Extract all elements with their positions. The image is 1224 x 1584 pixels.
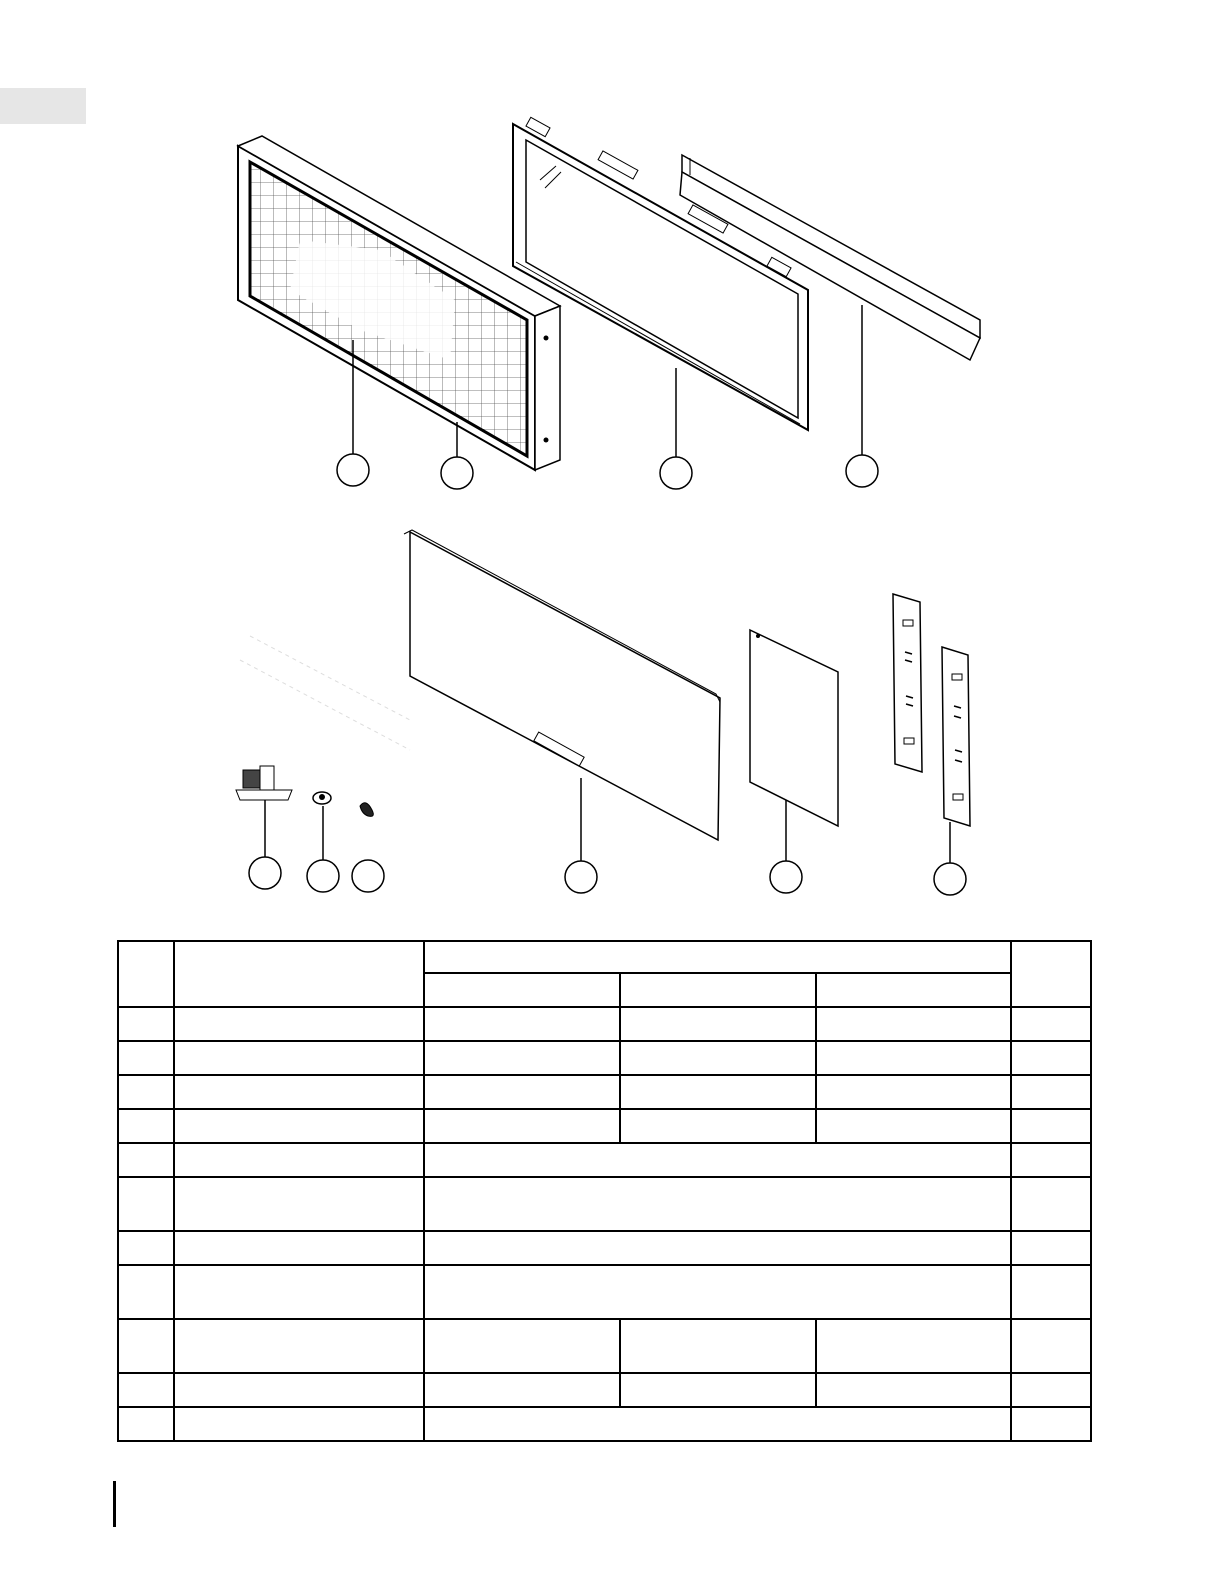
cell-last [1011,1407,1091,1441]
table-header-row [118,941,1091,973]
cell-desc [174,1177,424,1231]
cell-c3 [816,1075,1011,1109]
back-panel-part [240,530,720,840]
header-sub-1 [424,973,620,1007]
cell-no [118,1109,174,1143]
table-row [118,1265,1091,1319]
cell-last [1011,1265,1091,1319]
cell-last [1011,1143,1091,1177]
callout-6 [307,860,339,892]
spring-clip-part [360,803,373,817]
callout-7 [352,860,384,892]
cell-c2 [620,1319,816,1373]
cell-merged [424,1143,1011,1177]
table-row [118,1407,1091,1441]
cell-merged [424,1231,1011,1265]
callout-5 [249,857,281,889]
table-row [118,1177,1091,1231]
cell-merged [424,1407,1011,1441]
callout-10 [934,863,966,895]
callout-4 [846,455,878,487]
cell-c1 [424,1319,620,1373]
cell-c3 [816,1373,1011,1407]
cell-c2 [620,1041,816,1075]
header-sub-2 [620,973,816,1007]
side-brackets-part [893,594,970,826]
cell-no [118,1041,174,1075]
screen-frame-part [238,136,560,470]
cell-desc [174,1109,424,1143]
cell-c3 [816,1109,1011,1143]
cell-no [118,1319,174,1373]
cell-last [1011,1319,1091,1373]
table-row [118,1231,1091,1265]
side-panel-part [750,630,838,826]
cell-last [1011,1177,1091,1231]
cell-desc [174,1407,424,1441]
parts-table [117,940,1092,1442]
cell-desc [174,1265,424,1319]
cell-c1 [424,1109,620,1143]
cell-merged [424,1177,1011,1231]
header-group [424,941,1011,973]
callout-1 [337,454,369,486]
table-row [118,1041,1091,1075]
cell-c1 [424,1075,620,1109]
callout-2 [441,457,473,489]
cell-desc [174,1373,424,1407]
cell-no [118,1177,174,1231]
cell-desc [174,1041,424,1075]
cell-c2 [620,1007,816,1041]
cell-c2 [620,1373,816,1407]
cell-c2 [620,1075,816,1109]
cell-last [1011,1075,1091,1109]
header-last [1011,941,1091,1007]
callout-9 [770,861,802,893]
cell-no [118,1075,174,1109]
cell-last [1011,1373,1091,1407]
cell-no [118,1265,174,1319]
footer-divider [113,1481,116,1527]
header-sub-3 [816,973,1011,1007]
header-description [174,941,424,1007]
cell-c3 [816,1319,1011,1373]
callout-8 [565,861,597,893]
cell-c1 [424,1373,620,1407]
cell-desc [174,1075,424,1109]
clip-part [236,766,292,800]
cell-no [118,1143,174,1177]
cell-desc [174,1231,424,1265]
table-row [118,1007,1091,1041]
cell-no [118,1373,174,1407]
thumbscrew-part [313,792,331,804]
table-row [118,1109,1091,1143]
cell-c2 [620,1109,816,1143]
cell-no [118,1231,174,1265]
cell-merged [424,1265,1011,1319]
table-row [118,1319,1091,1373]
cell-no [118,1407,174,1441]
cell-no [118,1007,174,1041]
table-row [118,1143,1091,1177]
callout-3 [660,457,692,489]
cell-desc [174,1143,424,1177]
cell-c3 [816,1007,1011,1041]
header-item-number [118,941,174,1007]
leader-lines-bottom [265,778,950,864]
cell-last [1011,1109,1091,1143]
cell-last [1011,1231,1091,1265]
table-row [118,1373,1091,1407]
cell-last [1011,1007,1091,1041]
table-row [118,1075,1091,1109]
cell-c3 [816,1041,1011,1075]
cell-desc [174,1319,424,1373]
cell-last [1011,1041,1091,1075]
cell-c1 [424,1041,620,1075]
cell-c1 [424,1007,620,1041]
cell-desc [174,1007,424,1041]
